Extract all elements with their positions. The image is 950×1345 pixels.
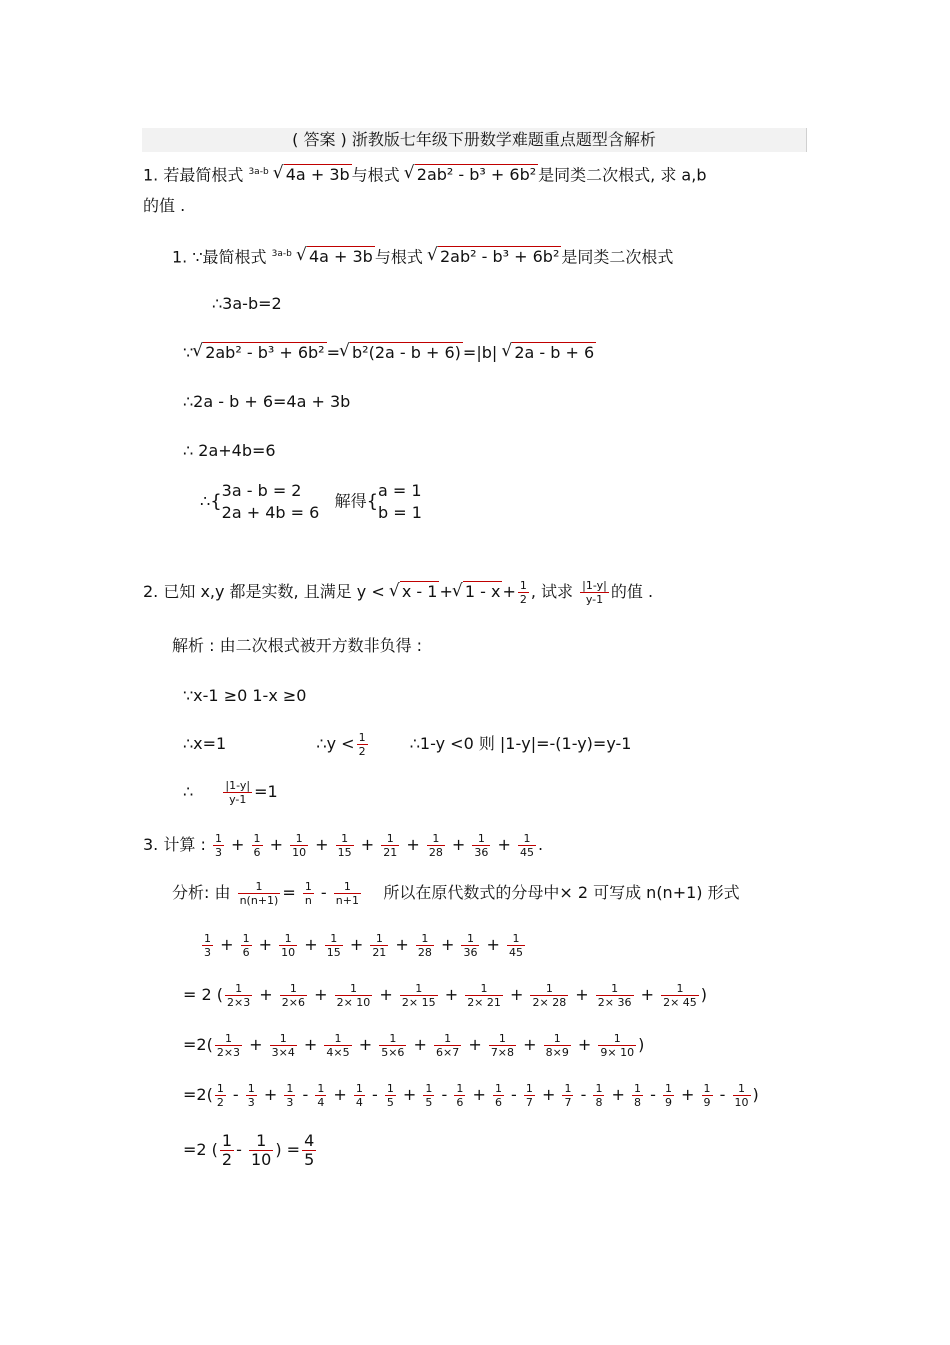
operator: + (467, 1085, 491, 1104)
operator: + (606, 1085, 631, 1104)
operator: + (298, 1035, 323, 1054)
q3-a-fraction-3: $\frac{1}{n+1}$ (335, 880, 359, 907)
q3-r5-fraction-2: $\frac{1}{10}$ (250, 1131, 272, 1169)
fraction: $\frac{1}{21}$ (383, 832, 398, 859)
operator: + (328, 1085, 352, 1104)
operator: + (446, 835, 471, 854)
fraction: $\frac{1}{7}$ (564, 1082, 572, 1109)
q1-radical-2: √ 2ab² - b³ + 6b² (405, 164, 538, 185)
fraction: $\frac{1}{4}$ (355, 1082, 363, 1109)
q1-prefix: 1. 若最简根式 (143, 165, 244, 185)
q3-row-5: =2 ( $\frac{1}{2}$ - $\frac{1}{10}$ ) = $\frac{4}{5}$ (183, 1131, 315, 1169)
q2-step-4: ∴ $\frac{|1-y|}{y-1}$ =1 (183, 779, 278, 806)
fraction: $\frac{1}{4\times 5}$ (326, 1032, 350, 1059)
operator: - (366, 1085, 383, 1104)
brace-1: { (210, 491, 222, 512)
q3-row-3: =2( $\frac{1}{2\times 3}$ + $\frac{1}{3\times 4}$ + $\frac{1}{4\times 5}$ + $\frac{1}{5\times 6}$ + $\frac{1}{6\times 7}$ + $\frac{1}{7\times 8}$ + $\frac{1}{8\times 9}$ + $\frac{1}{9\times 10}$ ) (183, 1032, 645, 1059)
fraction: $\frac{1}{8}$ (634, 1082, 642, 1109)
fraction: $\frac{1}{2}$ (216, 1082, 224, 1109)
q2-step-3: ∴x=1 ∴y < $\frac{1}{2}$ ∴1-y <0 则 |1-y|=-(1-y)=y-1 (183, 731, 632, 758)
operator: - (505, 1085, 522, 1104)
q2-s4-fraction: $\frac{|1-y|}{y-1}$ (225, 779, 251, 806)
q3-row1-series (200, 932, 527, 959)
fraction: $\frac{1}{9}$ (664, 1082, 672, 1109)
q1-step-5: ∴ 2a+4b=6 (183, 441, 276, 460)
fraction: $\frac{1}{2\times 21}$ (467, 982, 501, 1009)
operator: - (575, 1085, 592, 1104)
fraction: $\frac{1}{9\times 10}$ (600, 1032, 635, 1059)
q2-statement: 2. 已知 x,y 都是实数, 且满足 y < √ x - 1 +√ 1 - x + $\frac{1}{2}$ , 试求 $\frac{|1-y|}{y-1}$ 的值 . (143, 578, 653, 606)
q3-row2-series (223, 982, 701, 1009)
operator: + (439, 985, 464, 1004)
q1-mid: 与根式 (351, 165, 400, 185)
q1-statement-cont: 的值 . (143, 196, 186, 215)
q1-statement (143, 162, 706, 185)
q1-step-4: ∴2a - b + 6=4a + 3b (183, 392, 351, 411)
fraction: $\frac{1}{5}$ (386, 1082, 394, 1109)
q3-a-fraction-2: $\frac{1}{n}$ (304, 880, 312, 907)
operator: + (299, 935, 323, 954)
fraction: $\frac{1}{3}$ (286, 1082, 294, 1109)
q1-step-3: ∵√ 2ab² - b³ + 6b² =√ b²(2a - b + 6) =|b| √ 2a - b + 6 (183, 342, 596, 363)
fraction: $\frac{1}{3\times 4}$ (271, 1032, 295, 1059)
q2-s3-half: $\frac{1}{2}$ (358, 731, 366, 758)
fraction: $\frac{1}{3}$ (247, 1082, 255, 1109)
fraction: $\frac{1}{2\times 6}$ (281, 982, 306, 1009)
operator: + (225, 835, 250, 854)
q1-radical-1: √ 4a + 3b (274, 164, 352, 185)
operator: - (297, 1085, 314, 1104)
q1-step-2: ∴3a-b=2 (212, 294, 282, 313)
q2-radical-2: √ 1 - x (453, 578, 503, 606)
q2-radical-1: √ x - 1 (390, 578, 440, 606)
q3-row-2: = 2 ( $\frac{1}{2\times 3}$ + $\frac{1}{2\times 6}$ + $\frac{1}{2\times 10}$ + $\frac{1}{2\times 15}$ + $\frac{1}{2\times 21}$ + $\frac{1}{2\times 28}$ + $\frac{1}{2\times 36}$ + $\frac{1}{2\times 45}$ ) (183, 982, 708, 1009)
q3-statement: 3. 计算 : $\frac{1}{3}$ + $\frac{1}{6}$ + $\frac{1}{10}$ + $\frac{1}{15}$ + $\frac{1}{21}$ + $\frac{1}{28}$ + $\frac{1}{36}$ + $\frac{1}{45}$ . (143, 832, 544, 859)
operator: + (254, 985, 278, 1004)
fraction: $\frac{1}{3}$ (204, 932, 211, 959)
page-title: ( 答案 ) 浙教版七年级下册数学难题重点题型含解析 (292, 130, 656, 149)
fraction: $\frac{1}{10}$ (281, 932, 296, 959)
fraction: $\frac{1}{10}$ (292, 832, 307, 859)
operator: + (374, 985, 398, 1004)
operator: + (408, 1035, 433, 1054)
q1-step-6: ∴{3a - b = 2 2a + 4b = 6 解得{a = 1 b = 1 (200, 481, 422, 522)
q3-row4-series (213, 1082, 753, 1109)
fraction: $\frac{1}{6}$ (253, 832, 261, 859)
fraction: $\frac{1}{2\times 3}$ (227, 982, 251, 1009)
operator: + (355, 835, 380, 854)
operator: + (310, 835, 334, 854)
fraction: $\frac{1}{7\times 8}$ (490, 1032, 515, 1059)
q1-root-index: 3a-b (248, 167, 269, 177)
q3-row3-series (213, 1032, 638, 1059)
fraction: $\frac{1}{2\times 15}$ (401, 982, 436, 1009)
fraction: $\frac{1}{2\times 3}$ (216, 1032, 241, 1059)
fraction: $\frac{1}{3}$ (214, 832, 222, 859)
fraction: $\frac{1}{6\times 7}$ (436, 1032, 460, 1059)
brace-2: { (366, 491, 379, 512)
operator: + (253, 935, 278, 954)
fraction: $\frac{1}{8}$ (595, 1082, 603, 1109)
fraction: $\frac{1}{7}$ (525, 1082, 533, 1109)
fraction: $\frac{1}{2\times 45}$ (663, 982, 697, 1009)
operator: + (397, 1085, 422, 1104)
operator: + (504, 985, 529, 1004)
q1-s3-radical-3: √ 2a - b + 6 (502, 342, 596, 363)
title-bar (142, 128, 807, 152)
q3-a-fraction-1: $\frac{1}{n(n+1)}$ (239, 880, 279, 907)
operator: + (463, 1035, 487, 1054)
q2-step-1: 解析 : 由二次根式被开方数非负得 : (172, 636, 423, 655)
fraction: $\frac{1}{21}$ (372, 932, 387, 959)
fraction: $\frac{1}{10}$ (734, 1082, 749, 1109)
fraction: $\frac{1}{2\times 28}$ (532, 982, 567, 1009)
q1-s3-radical-1: √ 2ab² - b³ + 6b² (193, 342, 326, 363)
operator: - (436, 1085, 453, 1104)
operator: + (244, 1035, 268, 1054)
operator: + (536, 1085, 561, 1104)
fraction: $\frac{1}{5}$ (425, 1082, 433, 1109)
fraction: $\frac{1}{45}$ (509, 932, 524, 959)
fraction: $\frac{1}{8\times 9}$ (545, 1032, 569, 1059)
operator: + (518, 1035, 542, 1054)
q2-step-2: ∵x-1 ≥0 1-x ≥0 (183, 686, 307, 705)
operator: + (215, 935, 239, 954)
operator: + (309, 985, 333, 1004)
q1-system-1: 3a - b = 2 2a + 4b = 6 (221, 481, 320, 522)
fraction: $\frac{1}{15}$ (337, 832, 352, 859)
operator: + (481, 935, 506, 954)
q1-suffix: 是同类二次根式, 求 a,b (538, 165, 707, 185)
fraction: $\frac{1}{2\times 10}$ (336, 982, 371, 1009)
fraction: $\frac{1}{2\times 36}$ (597, 982, 632, 1009)
fraction: $\frac{1}{28}$ (417, 932, 432, 959)
q3-r5-result: $\frac{4}{5}$ (304, 1131, 315, 1169)
operator: - (714, 1085, 731, 1104)
operator: + (353, 1035, 378, 1054)
operator: - (227, 1085, 244, 1104)
fraction: $\frac{1}{4}$ (317, 1082, 325, 1109)
fraction: $\frac{1}{36}$ (463, 932, 478, 959)
operator: + (401, 835, 425, 854)
q1-s1-radical-2: √ 2ab² - b³ + 6b² (428, 246, 561, 267)
fraction: $\frac{1}{36}$ (474, 832, 489, 859)
fraction: $\frac{1}{5\times 6}$ (381, 1032, 405, 1059)
operator: - (645, 1085, 661, 1104)
q2-abs-fraction: $\frac{|1-y|}{y-1}$ (582, 579, 607, 606)
q3-row-4: =2( $\frac{1}{2}$ - $\frac{1}{3}$ + $\frac{1}{3}$ - $\frac{1}{4}$ + $\frac{1}{4}$ - $\frac{1}{5}$ + $\frac{1}{5}$ - $\frac{1}{6}$ + $\frac{1}{6}$ - $\frac{1}{7}$ + $\frac{1}{7}$ - $\frac{1}{8}$ + $\frac{1}{8}$ - $\frac{1}{9}$ + $\frac{1}{9}$ - $\frac{1}{10}$ ) (183, 1082, 759, 1109)
operator: + (492, 835, 516, 854)
fraction: $\frac{1}{6}$ (456, 1082, 464, 1109)
operator: + (435, 935, 460, 954)
operator: + (344, 935, 369, 954)
operator: + (390, 935, 414, 954)
q1-s1-radical-1: √ 4a + 3b (297, 246, 375, 267)
fraction: $\frac{1}{9}$ (703, 1082, 711, 1109)
q3-analysis: 分析: 由 $\frac{1}{n(n+1)}$ = $\frac{1}{n}$ - $\frac{1}{n+1}$ 所以在原代数式的分母中× 2 可写成 n(n+1) 形式 (172, 880, 740, 907)
operator: + (635, 985, 660, 1004)
q1-system-2: a = 1 b = 1 (378, 481, 422, 522)
q3-series (211, 832, 538, 859)
q1-step-1: 1. ∵最简根式 $^{3a-b}$ √ 4a + 3b 与根式 √ 2ab² - b³ + 6b² 是同类二次根式 (172, 244, 673, 267)
operator: + (572, 1035, 597, 1054)
operator: + (264, 835, 289, 854)
q2-half-fraction: $\frac{1}{2}$ (519, 579, 527, 606)
q3-r5-fraction-1: $\frac{1}{2}$ (221, 1131, 233, 1169)
operator: + (258, 1085, 283, 1104)
fraction: $\frac{1}{6}$ (494, 1082, 502, 1109)
fraction: $\frac{1}{15}$ (326, 932, 341, 959)
q1-s3-radical-2: √ b²(2a - b + 6) (340, 342, 463, 363)
operator: + (570, 985, 594, 1004)
operator: + (675, 1085, 700, 1104)
fraction: $\frac{1}{45}$ (519, 832, 534, 859)
q3-row-1 (200, 930, 527, 960)
fraction: $\frac{1}{28}$ (428, 832, 443, 859)
fraction: $\frac{1}{6}$ (242, 932, 250, 959)
